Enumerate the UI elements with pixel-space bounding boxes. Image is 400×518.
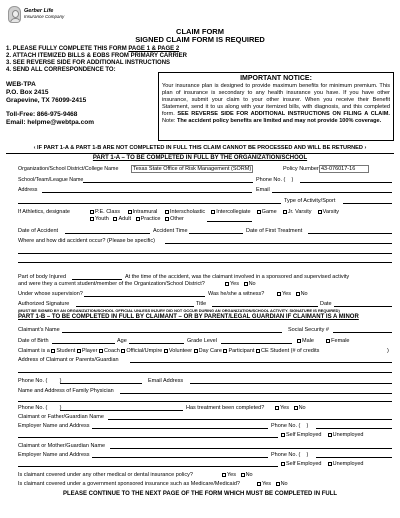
logo-name: Gerber Life <box>24 8 54 14</box>
logo-sub: Insurance Company <box>24 14 65 19</box>
notice-title: IMPORTANT NOTICE: <box>240 75 312 82</box>
checkbox-intramural[interactable]: Intramural <box>128 209 158 215</box>
activity-field[interactable] <box>343 203 392 204</box>
form-title: CLAIM FORM <box>176 27 224 36</box>
claimant-name-label: Claimant's Name <box>18 327 60 333</box>
employer1-label: Employer Name and Address <box>18 423 90 429</box>
employer1-phone-label: Phone No. ( ) <box>271 423 309 429</box>
other-insurance-yes-no[interactable]: Yes No <box>222 472 253 479</box>
org-row: Organization/School District/College Name <box>18 166 119 172</box>
continue-note: PLEASE CONTINUE TO THE NEXT PAGE OF THE FORM WHICH MUST BE COMPLETED IN FULL <box>62 491 338 497</box>
part-body-label: Part of body Injured <box>18 274 67 280</box>
school-label: School/Team/League Name <box>18 177 84 183</box>
dob-field[interactable] <box>52 343 115 344</box>
first-treatment-field[interactable] <box>308 233 392 234</box>
where-field[interactable] <box>165 243 392 244</box>
claimant-is-label: Claimant is a <box>18 348 50 354</box>
athletics-row1 <box>90 209 339 216</box>
employer2-label: Employer Name and Address <box>18 452 90 458</box>
checkbox-player[interactable]: Player <box>77 348 98 354</box>
employer2-phone-field[interactable] <box>316 457 392 458</box>
student-member-text: and were they a current student/member of the Organization/School District? <box>18 281 205 287</box>
witness-yes-no[interactable]: Yes No <box>277 291 308 298</box>
other-activity-field[interactable] <box>207 221 252 222</box>
warning-banner: ‹ IF PART 1-A & PART 1-B ARE NOT COMPLETED IN FULL THIS CLAIM CANNOT BE PROCESSED AND WILL BE RETURNED › <box>33 145 367 151</box>
employer1-field[interactable] <box>92 428 268 429</box>
org-phone-field[interactable] <box>300 182 392 183</box>
checkbox-official[interactable]: Official/Umpire <box>121 348 162 354</box>
grade-field[interactable] <box>221 343 292 344</box>
checkbox-pe-class[interactable]: P.E. Class <box>90 209 120 215</box>
grade-label: Grade Level <box>187 338 217 344</box>
sig-date-field[interactable] <box>334 306 392 307</box>
checkbox-student[interactable]: Student <box>51 348 75 354</box>
supervision-field[interactable] <box>84 296 205 297</box>
instruction-2: 2. ATTACH ITEMIZED BILLS & EOBS FROM PRIMARY CARRIER <box>6 53 187 59</box>
form-subtitle: SIGNED CLAIM FORM IS REQUIRED <box>135 35 265 44</box>
physician-label: Name and Address of Family Physician <box>18 388 114 394</box>
physician-phone-field[interactable] <box>60 410 183 411</box>
employment1-status[interactable]: Self Employed Unemployed <box>281 432 363 439</box>
guardian2-label: Claimant or Mother/Guardian Name <box>18 443 106 449</box>
policy-label: Policy Number <box>283 166 319 172</box>
claimant-phone-field[interactable] <box>60 383 142 384</box>
accident-time-label: Accident Time <box>153 228 188 234</box>
title-label: Title <box>196 301 207 307</box>
treatment-yes-no[interactable]: Yes No <box>275 405 306 412</box>
employer2-phone-label: Phone No. ( ) <box>271 452 309 458</box>
claimant-email-label: Email Address <box>148 378 184 384</box>
checkbox-intercollegiate[interactable]: Intercollegiate <box>211 209 250 215</box>
dob-label: Date of Birth <box>18 338 49 344</box>
athletics-row2 <box>90 216 184 223</box>
guardian1-label: Claimant or Father/Guardian Name <box>18 414 104 420</box>
org-address-label: Address <box>18 187 38 193</box>
supervision-label: Under whose supervision? <box>18 291 83 297</box>
address-cp-field[interactable] <box>130 362 392 363</box>
checkbox-volunteer[interactable]: Volunteer <box>164 348 192 354</box>
part1b-header: PART 1-B – TO BE COMPLETED IN FULL BY CLAIMANT – OR BY PARENT/LEGAL GUARDIAN IF CLAIMANT IS A MINOR <box>18 314 359 320</box>
witness-label: Was he/she a witness? <box>208 291 265 297</box>
important-notice-box <box>158 72 394 141</box>
date-accident-label: Date of Accident <box>18 228 59 234</box>
title-field[interactable] <box>212 306 318 307</box>
instruction-4: 4. SEND ALL CORRESPONDENCE TO: <box>6 67 116 73</box>
physician-field[interactable] <box>120 393 392 394</box>
age-field[interactable] <box>129 343 184 344</box>
checkbox-coach[interactable]: Coach <box>99 348 120 354</box>
checkbox-adult[interactable]: Adult <box>113 216 131 222</box>
guardian1-field[interactable] <box>108 419 392 420</box>
accident-time-field[interactable] <box>189 233 243 234</box>
claimant-role-row <box>18 348 319 355</box>
at-time-text: At the time of the accident, was the claimant involved in a sponsored and supervised activity <box>125 274 350 280</box>
must-sign-note: (MUST BE SIGNED BY AN ORGANIZATION/SCHOOL OFFICIAL UNLESS INJURY DID NOT OCCUR DURING AN ORGANIZATION/SCHOOL ACTIVITY. SIGNATURE IS REQUIRED) <box>18 308 340 313</box>
age-label: Age <box>117 338 127 344</box>
part1a-header: PART 1-A – TO BE COMPLETED IN FULL BY THE ORGANIZATION/SCHOOL <box>92 155 308 161</box>
claimant-name-field[interactable] <box>62 332 282 333</box>
activity-label: Type of Activity/Sport <box>284 198 336 204</box>
employer2-field[interactable] <box>92 457 268 458</box>
checkbox-ce-student[interactable]: CE Student (# of credits <box>256 348 319 354</box>
checkbox-other[interactable]: Other <box>165 216 184 222</box>
org-email-field[interactable] <box>272 192 392 193</box>
policy-number-field[interactable]: 43-076017-16 <box>319 165 369 173</box>
physician-phone-label: Phone No. ( ) <box>18 405 62 411</box>
checkbox-day-care[interactable]: Day Care <box>194 348 222 354</box>
instruction-3: 3. SEE REVERSE SIDE FOR ADDITIONAL INSTRUCTIONS <box>6 60 171 66</box>
gov-insurance-label: Is claimant covered under a government sponsored insurance such as Medicare/Medicaid? <box>18 481 240 487</box>
treatment-label: Has treatment been completed? <box>186 405 265 411</box>
auth-sig-label: Authorized Signature <box>18 301 70 307</box>
checkbox-practice[interactable]: Practice <box>136 216 161 222</box>
ssn-label: Social Security # <box>288 327 329 333</box>
guardian2-field[interactable] <box>110 448 392 449</box>
student-member-yes-no[interactable]: Yes No <box>225 281 256 288</box>
athletics-label: If Athletics, designate <box>18 209 70 215</box>
where-label: Where and how did accident occur? (Please be specific) <box>18 238 155 244</box>
checkbox-varsity[interactable]: Varsity <box>318 209 339 215</box>
first-treatment-label: Date of First Treatment <box>246 228 303 234</box>
checkbox-interscholastic[interactable]: Interscholastic <box>165 209 205 215</box>
instruction-1: 1. PLEASE FULLY COMPLETE THIS FORM PAGE 1 & PAGE 2 <box>6 46 180 52</box>
ce-close: ) <box>387 348 389 354</box>
part-body-field[interactable] <box>72 279 122 280</box>
checkbox-game[interactable]: Game <box>257 209 277 215</box>
notice-body: Your insurance plan is designed to provide maximum benefits for minimum premium. This plan of insurance is secondary to any health insurance you have. If you have other insurance, submit your claim to your other insurer. When you receive their Benefit Statement, send it to us along with your itemized bills, with diagnosis, and this completed form. SEE REVERSE SIDE FOR ADDITIONAL INSTRUCTIONS ON FILING A CLAIM. Note: The accident policy benefits are limited and may not provide 100% coverage. <box>162 83 390 124</box>
address-phone: Toll-Free: 866-975-9468 <box>6 111 78 118</box>
checkbox-jr-varsity[interactable]: Jr. Varsity <box>283 209 312 215</box>
claimant-phone-label: Phone No. ( ) <box>18 378 62 384</box>
claimant-email-field[interactable] <box>190 383 392 384</box>
address-name: WEB-TPA <box>6 81 36 88</box>
org-name-field[interactable]: Texas State Office of Risk Management (SORM) <box>133 166 252 172</box>
gerber-logo-icon <box>8 6 21 23</box>
address-po: P.O. Box 2415 <box>6 89 49 96</box>
address-email[interactable]: Email: helpme@webtpa.com <box>6 119 94 126</box>
address-city: Grapevine, TX 76099-2415 <box>6 97 87 104</box>
other-insurance-label: Is claimant covered under any other medical or dental insurance policy? <box>18 472 193 478</box>
date-label: Date <box>320 301 332 307</box>
auth-sig-field[interactable] <box>76 306 194 307</box>
date-accident-field[interactable] <box>65 233 150 234</box>
gender-options[interactable]: Male Female <box>297 338 350 345</box>
employment2-status[interactable]: Self Employed Unemployed <box>281 461 363 468</box>
org-address-field[interactable] <box>42 192 252 193</box>
school-name-field[interactable] <box>83 182 253 183</box>
employer1-phone-field[interactable] <box>316 428 392 429</box>
gov-insurance-yes-no[interactable]: Yes No <box>257 481 288 488</box>
org-email-label: Email <box>256 187 270 193</box>
checkbox-participant[interactable]: Participant <box>223 348 254 354</box>
checkbox-youth[interactable]: Youth <box>90 216 109 222</box>
ssn-field[interactable] <box>333 332 392 333</box>
address-cp-label: Address of Claimant or Parents/Guardian <box>18 357 119 363</box>
phone-label: Phone No. ( ) <box>256 177 294 183</box>
